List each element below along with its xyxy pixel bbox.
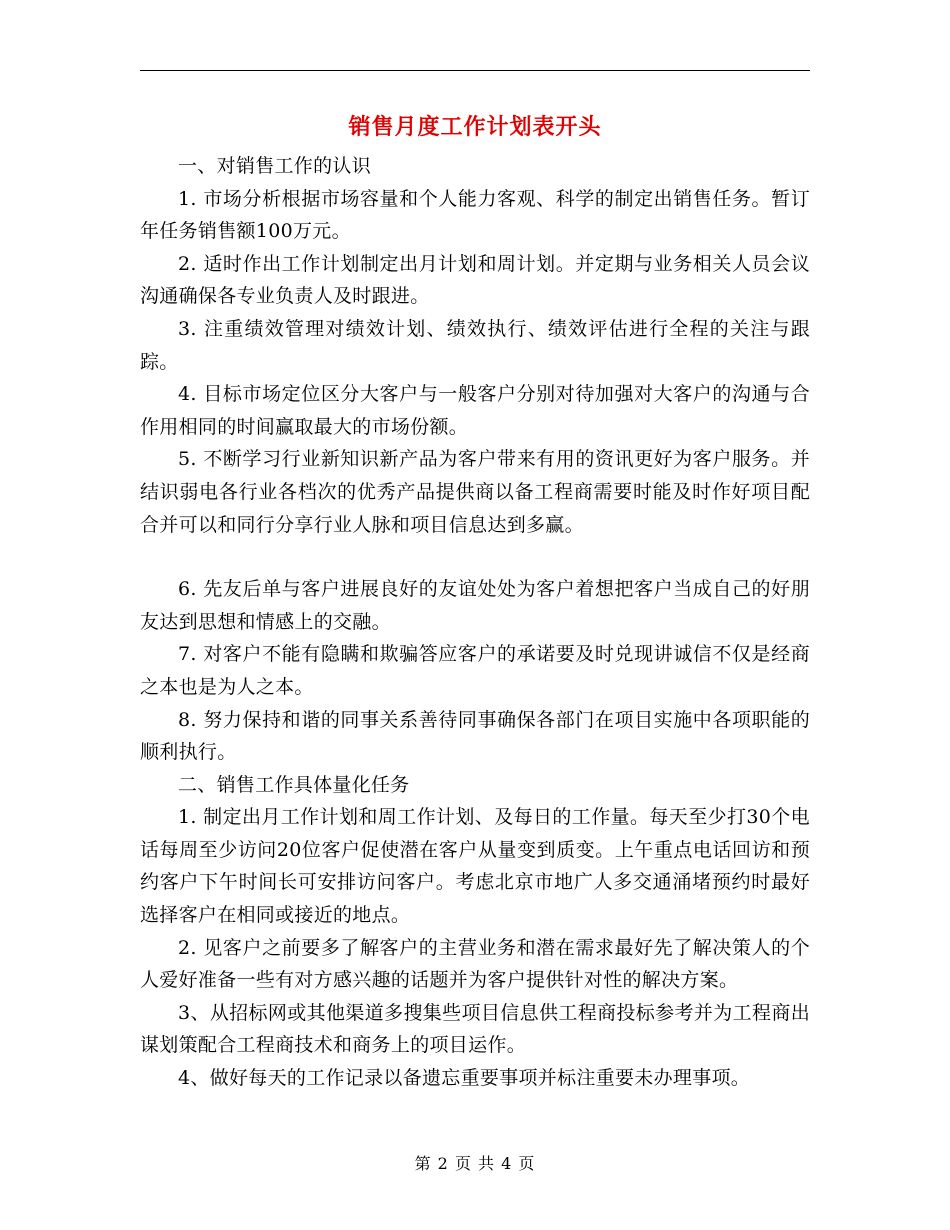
paragraph-1-8: 8. 努力保持和谐的同事关系善待同事确保各部门在项目实施中各项职能的顺利执行。 [140, 708, 810, 764]
document-title: 销售月度工作计划表开头 [348, 114, 602, 140]
paragraph-spacer [140, 541, 810, 573]
paragraph-1-4: 4. 目标市场定位区分大客户与一般客户分别对待加强对大客户的沟通与合作用相同的时间赢取最大的市场份额。 [140, 383, 810, 438]
section-heading-1: 一、对销售工作的认识 [178, 155, 372, 177]
paragraph-2-2: 2. 见客户之前要多了解客户的主营业务和潜在需求最好先了解决策人的个人爱好准备一些有对方感兴趣的话题并为客户提供针对性的解决方案。 [140, 936, 810, 992]
paragraph-1-5: 5. 不断学习行业新知识新产品为客户带来有用的资讯更好为客户服务。并结识弱电各行业各档次的优秀产品提供商以备工程商需要时能及时作好项目配合并可以和同行分享行业人脉和项目信息达到多赢。 [140, 448, 810, 536]
paragraph-2-1: 1. 制定出月工作计划和周工作计划、及每日的工作量。每天至少打30个电话每周至少访问20位客户促使潜在客户从量变到质变。上午重点电话回访和预约客户下午时间长可安排访问客户。考虑北京市地广人多交通涌堵预约时最好选择客户在相同或接近的地点。 [140, 806, 810, 927]
header-rule [140, 70, 810, 71]
paragraph-1-1: 1. 市场分析根据市场容量和个人能力客观、科学的制定出销售任务。暂订年任务销售额100万元。 [140, 187, 810, 243]
paragraph-2-3: 3、从招标网或其他渠道多搜集些项目信息供工程商投标参考并为工程商出谋划策配合工程商技术和商务上的项目运作。 [140, 1001, 810, 1057]
section-heading-2: 二、销售工作具体量化任务 [178, 773, 410, 796]
paragraph-1-2: 2. 适时作出工作计划制定出月计划和周计划。并定期与业务相关人员会议沟通确保各专业负责人及时跟进。 [140, 252, 810, 308]
document-body [140, 150, 810, 1095]
paragraph-2-4: 4、做好每天的工作记录以备遗忘重要事项并标注重要未办理事项。 [178, 1067, 751, 1090]
paragraph-1-6: 6. 先友后单与客户进展良好的友谊处处为客户着想把客户当成自己的好朋友达到思想和情感上的交融。 [140, 578, 810, 633]
paragraph-1-3: 3. 注重绩效管理对绩效计划、绩效执行、绩效评估进行全程的关注与跟踪。 [140, 317, 810, 373]
paragraph-1-7: 7. 对客户不能有隐瞒和欺骗答应客户的承诺要及时兑现讲诚信不仅是经商之本也是为人之本。 [140, 643, 810, 698]
page-number-footer: 第 2 页 共 4 页 [414, 1154, 536, 1173]
